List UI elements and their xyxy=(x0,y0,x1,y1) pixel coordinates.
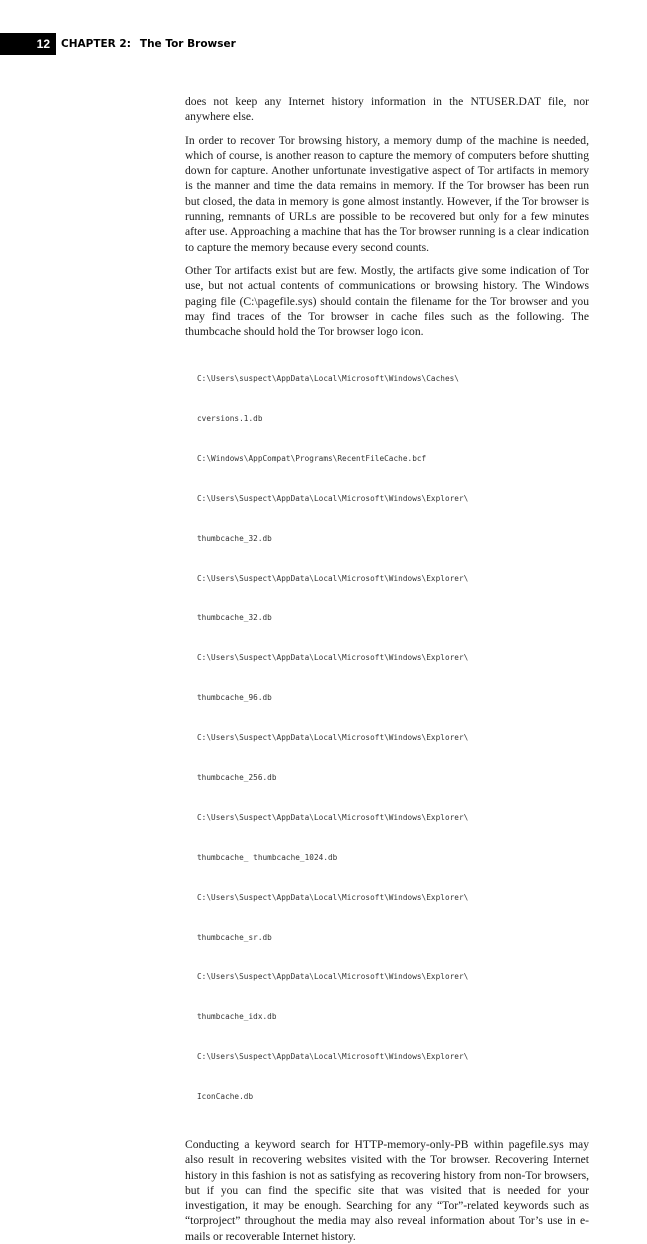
code-line: thumbcache_sr.db xyxy=(197,932,272,942)
code-line: thumbcache_32.db xyxy=(197,533,272,543)
code-line: IconCache.db xyxy=(197,1092,254,1102)
code-line: C:\Users\Suspect\AppData\Local\Microsoft\Windows\Explorer\ xyxy=(197,653,469,663)
code-line: thumbcache_256.db xyxy=(197,772,277,782)
paragraph: Other Tor artifacts exist but are few. Mostly, the artifacts give some indication of Tor use, but not actual contents of communications or browsing history. The Windows paging file (C:\pagefile.sys) should contain the filename for the Tor browser and you may find traces of the Tor browser in cache files such as the following. The thumbcache should hold the Tor browser logo icon. xyxy=(185,263,589,339)
code-line: C:\Users\Suspect\AppData\Local\Microsoft\Windows\Explorer\ xyxy=(197,812,469,822)
code-line: C:\Windows\AppCompat\Programs\RecentFileCache.bcf xyxy=(197,453,427,463)
code-line: C:\Users\Suspect\AppData\Local\Microsoft\Windows\Explorer\ xyxy=(197,1052,469,1062)
code-listing xyxy=(197,345,589,1130)
page-number: 12 xyxy=(0,33,56,55)
code-line: C:\Users\Suspect\AppData\Local\Microsoft\Windows\Explorer\ xyxy=(197,493,469,503)
chapter-title: The Tor Browser xyxy=(139,38,236,50)
code-line: thumbcache_32.db xyxy=(197,613,272,623)
code-line: C:\Users\suspect\AppData\Local\Microsoft\Windows\Caches\ xyxy=(197,374,459,384)
chapter-label: CHAPTER 2: xyxy=(61,38,131,50)
paragraph: does not keep any Internet history information in the NTUSER.DAT file, nor anywhere else. xyxy=(185,95,589,124)
code-line: C:\Users\Suspect\AppData\Local\Microsoft\Windows\Explorer\ xyxy=(197,892,469,902)
code-line: C:\Users\Suspect\AppData\Local\Microsoft\Windows\Explorer\ xyxy=(197,733,469,743)
chapter-heading xyxy=(61,33,236,55)
page-body xyxy=(185,94,589,1244)
running-header xyxy=(0,33,647,55)
code-line: thumbcache_96.db xyxy=(197,693,272,703)
code-line: C:\Users\Suspect\AppData\Local\Microsoft\Windows\Explorer\ xyxy=(197,972,469,982)
paragraph: In order to recover Tor browsing history, a memory dump of the machine is needed, which of course, is another reason to capture the memory of computers before shutting down for capture. Another unfortunate investigative aspect of Tor artifacts in memory is the manner and time the data remains in memory. If the Tor browser has been run but closed, the data in memory is gone almost instantly. However, if the Tor browser is running, remnants of URLs are possible to be recovered but only for a few minutes after use. Approaching a machine that has the Tor browser running is a clear indication to capture the memory because every second counts. xyxy=(185,133,589,254)
paragraph: Conducting a keyword search for HTTP-memory-only-PB within pagefile.sys may also result in recovering websites visited with the Tor browser. Recovering Internet history in this fashion is not as satisfying as recovering history from non-Tor browsers, but if you can find the specific site that was visited that is needed for your investigation, it may be enough. Searching for any “Tor”-related keywords such as “torproject” throughout the media may also reveal information about Tor’s use in e-mails or recoverable Internet history. xyxy=(185,1137,589,1243)
code-line: thumbcache_ thumbcache_1024.db xyxy=(197,852,338,862)
code-line: thumbcache_idx.db xyxy=(197,1012,277,1022)
code-line: C:\Users\Suspect\AppData\Local\Microsoft\Windows\Explorer\ xyxy=(197,573,469,583)
code-line: cversions.1.db xyxy=(197,413,263,423)
